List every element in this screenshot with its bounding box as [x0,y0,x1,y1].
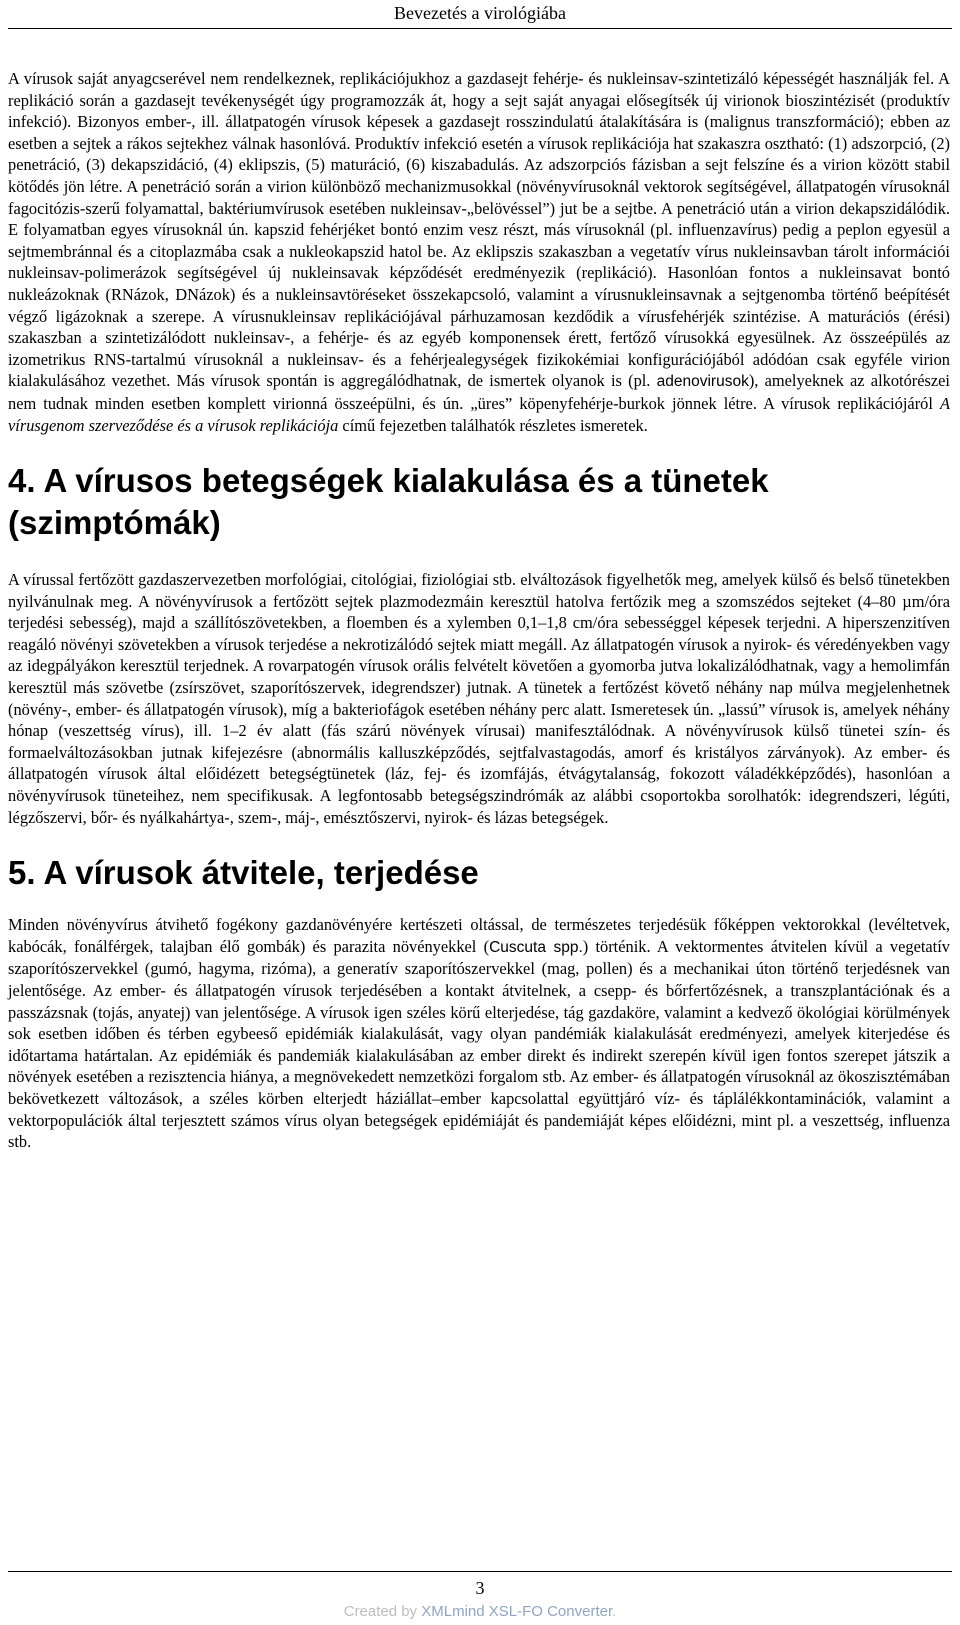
page-number: 3 [475,1578,485,1598]
header-rule [8,28,952,29]
running-header: Bevezetés a virológiába [394,3,566,23]
section-5-heading: 5. A vírusok átvitele, terjedése [8,854,479,892]
credit-suffix: . [612,1603,617,1620]
section-5-paragraph [8,914,950,1153]
footer-rule [8,1571,952,1572]
section-4-paragraph: A vírussal fertőzött gazdaszervezetben morfológiai, citológiai, fiziológiai stb. elváltozások figyelhetők meg, amelyek külső és belső tünetekben nyilvánulnak meg. A növényvírusok a fertőzött sejtek plazmodezmáin keresztül hatolva fertőzik meg a szomszédos sejteket (4–80 µm/óra terjedési sebesség), majd a szállítószövetekben, a floemben és a xylemben 0,1–1,8 cm/óra sebességgel képesek terjedni. A hiperszenzitíven reagáló növényi szövetekben a vírusok terjedése a nekrotizálódó sejtek miatt megáll. Az állatpatogén vírusok a nyirok- és véredényekben vagy az idegpályákon keresztül terjednek. A rovarpatogén vírusok orális felvételt követően a gyomorba jutva lokalizálódhatnak, vagy a hemolimfán keresztül más szövetbe (zsírszövet, szaporítószervek, idegrendszer) jutnak. A tünetek a fertőzést követő néhány nap múlva megjelenhetnek (növény-, ember- és állatpatogén vírusok), míg a bakteriofágok esetében néhány perc alatt. Ismeretesek ún. „lassú” vírusok is, amelyek néhány hónap (veszettség vírus), ill. 1–2 év alatt (fás szárú növények vírusai) manifesztálódnak. A növényvírusok külső tünetei szín- és formaelváltozásokban jutnak kifejezésre (abnormális kalluszképződés, sejtfalvastagodás, amorf és kristályos zárványok). Az ember- és állatpatogén vírusok által előidézett betegségtünetek (láz, fej- és izomfájás, étvágytalanság, fokozott váladékképződés), hasonlóan a növényvírusok tüneteihez, nem specifikusak. A legfontosabb betegségszindrómák az alábbi csoportokba sorolhatók: idegrendszeri, légúti, légzőszervi, bőr- és nyálkahártya-, szem-, máj-, emésztőszervi, nyirok- és lázas betegségek. [8,570,950,827]
intro-text-e: című fejezetben találhatók részletes ismeretek. [338,415,648,435]
page-content [8,68,950,1153]
intro-term-adenovirus: adenovirusok [656,373,749,391]
section-4-heading: 4. A vírusos betegségek kialakulása és a tünetek (szimptómák) [8,462,769,542]
section-5-term-cuscuta: Cuscuta spp. [489,938,583,956]
converter-credit [0,1602,960,1622]
section-5-text-a: Minden növényvírus átvihető fogékony gazdanövényére kertészeti oltással, de természetes terjedésük főképpen vektorokkal (levéltetvek, kabócák, fonálférgek, talajban élő gombák) és parazita növényekkel ( [8,915,950,956]
credit-brand: XMLmind XSL-FO Converter [421,1603,613,1620]
intro-chapter-reference: A vírusgenom szerveződése és a vírusok replikációja [8,393,950,435]
intro-text-c: ), amelyeknek az alkotórészei nem tudnak minden esetben komplett virionná összeépülni, és ún. „üres” köpenyfehérje-burkok jönnek létre. A vírusok replikációjáról [8,371,950,413]
section-5-text-c: ) történik. A vektormentes átvitelen kívül a vegetatív szaporítószervekkel (gumó, hagyma, rizóma), a generatív szaporítószervekkel (mag, pollen) és a mechanikai úton történő terjedésnek van jelentősége. Az ember- és állatpatogén vírusok terjedésében a kontakt átvitelnek, a csepp- és bőrfertőzésnek, a transzplantációnak és a passzázsnak (tojás, anyatej) van jelentősége. A vírusok igen széles körű elterjedése, tág gazdaköre, valamint a kedvező ökológiai körülmények sok esetben időben és térben egybeeső epidémiák kialakulását, vagy olyan pandémiák kialakulását eredményezi, amelyek kiterjedése és időtartama határtalan. Az epidémiák és pandemiák kialakulásában az ember direkt és indirekt szerepén kívül igen fontos szerepet játszik a növények esetében a rezisztencia hiánya, a megnövekedett nemzetközi forgalom stb. Az ember- és állatpatogén vírusoknál az ökoszisztémában bekövetkezett változások, a széles körben elterjedt háziállat–ember kapcsolattal együttjáró víz- és táplálékkontaminációk, valamint a vektorpopulációk által terjesztett számos vírus olyan betegségek epidémiáját és pandemiáját képes előidézni, mint pl. a veszettség, influenza stb. [8,936,950,1152]
credit-prefix: Created by [343,1603,422,1620]
intro-paragraph [8,68,950,436]
intro-text-a: A vírusok saját anyagcserével nem rendelkeznek, replikációjukhoz a gazdasejt fehérje- és nukleinsav-szintetizáló képességét használják fel. A replikáció során a gazdasejt tevékenységét úgy programozzák át, hogy a sejt saját anyagai elősegítsék új virionok bioszintézisét (produktív infekció). Bizonyos ember-, ill. állatpatogén vírusok képesek a gazdasejt rosszindulatú átalakítására is (malignus transzformáció); ebben az esetben a sejtek a rákos sejtekhez válnak hasonlóvá. Produktív infekció esetén a vírusok replikációja hat szakaszra osztható: (1) adszorpció, (2) penetráció, (3) dekapszidáció, (4) eklipszis, (5) maturáció, (6) kiszabadulás. Az adszorpciós fázisban a sejt felszíne és a virion között stabil kötődés jön létre. A penetráció során a virion különböző mechanizmusokkal (növényvírusoknál vektorok segítségével, állatpatogén vírusoknál fagocitózis-szerű folyamattal, baktériumvírusok esetében nukleinsav-„belövéssel”) jut be a sejtbe. A penetráció után a virion dekapszidálódik. E folyamatban egyes vírusoknál ún. kapszid fehérjéket bontó enzim vesz részt, más vírusoknál (pl. influenzavírus) pedig a peplon egyesül a sejtmembránnal és a citoplazmába csak a nukleokapszid hatol be. Az eklipszis szakaszban a vegetatív vírus nukleinsavban tárolt információi nukleinsav-polimerázok segítségével új nukleinsavak képződését eredményezik (replikáció). Hasonlóan fontos a nukleinsavat bontó nukleázoknak (RNázok, DNázok) és a nukleinsavtöréseket összekapcsoló, valamint a vírusnukleinsavnak a sejtgenomba történő beépítését végző ligázoknak a szerepe. A vírusnukleinsav replikációjával párhuzamosan kezdődik a vírusfehérjék szintézise. A maturációs (érési) szakaszban a szintetizálódott nukleinsav-, a fehérje- és az egyéb komponensek érett, fertőző vírusokká egyesülnek. Az összeépülés az izometrikus RNS-tartalmú vírusoknál a nukleinsav- és a fehérjealegységek fizikokémiai konfigurációjából adódóan csak egyféle virion kialakulásához vezethet. Más vírusok spontán is aggregálódhatnak, de ismertek olyanok is (pl. [8,69,950,391]
